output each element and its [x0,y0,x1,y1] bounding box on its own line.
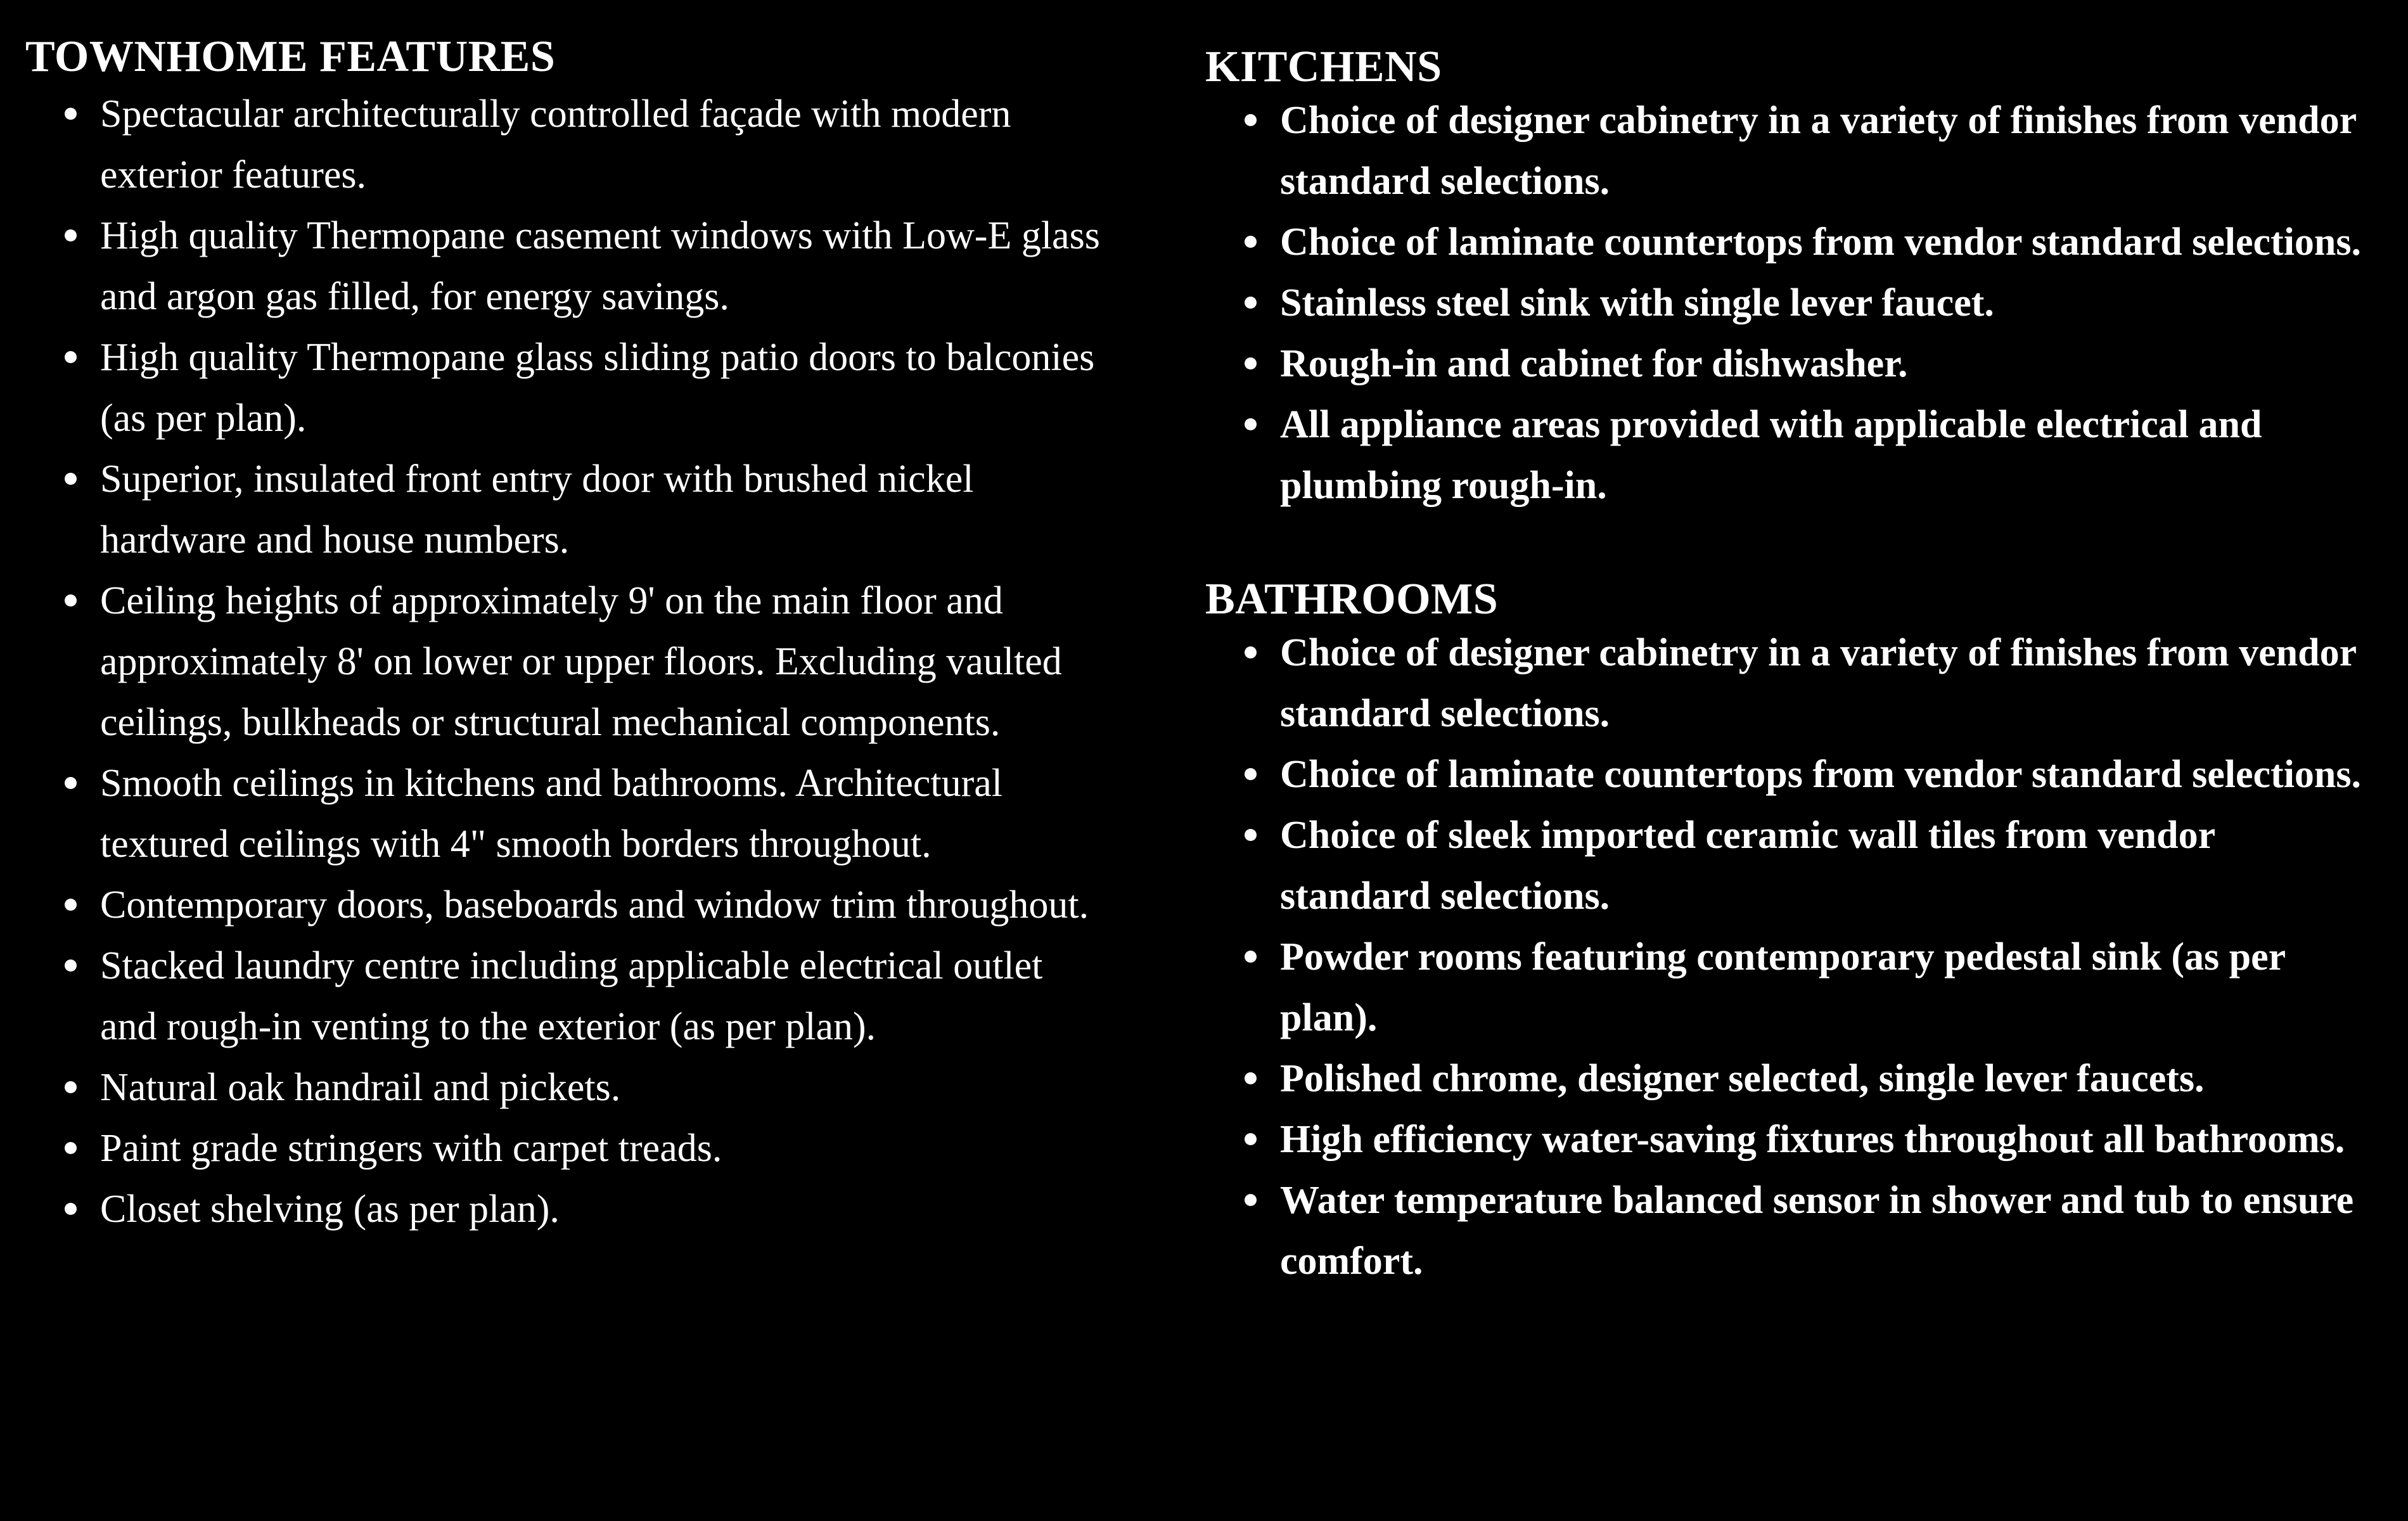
list-item: Choice of laminate countertops from vendor standard selections. [1205,744,2371,805]
list-item: Superior, insulated front entry door with brushed nickel hardware and house numbers. [25,449,1103,570]
list-item: Natural oak handrail and pickets. [25,1057,1103,1118]
townhome-features-list [25,84,1103,1240]
list-item: Rough-in and cabinet for dishwasher. [1205,333,2371,394]
list-item: Choice of designer cabinetry in a variety of finishes from vendor standard selections. [1205,90,2371,212]
list-item: Spectacular architecturally controlled façade with modern exterior features. [25,84,1103,205]
list-item: Closet shelving (as per plan). [25,1179,1103,1240]
list-item: Powder rooms featuring contemporary pedestal sink (as per plan). [1205,927,2371,1048]
list-item: High efficiency water-saving fixtures throughout all bathrooms. [1205,1109,2371,1170]
list-item: High quality Thermopane glass sliding patio doors to balconies (as per plan). [25,327,1103,449]
list-item: Choice of designer cabinetry in a variety of finishes from vendor standard selections. [1205,622,2371,744]
list-item: Stacked laundry centre including applicable electrical outlet and rough-in venting to the exterior (as per plan). [25,935,1103,1057]
list-item: Stainless steel sink with single lever faucet. [1205,273,2371,333]
list-item: Smooth ceilings in kitchens and bathrooms. Architectural textured ceilings with 4" smooth borders throughout. [25,753,1103,875]
bathrooms-list [1205,622,2371,1292]
list-item: Paint grade stringers with carpet treads. [25,1118,1103,1179]
right-column [1205,0,2371,1292]
list-item: Ceiling heights of approximately 9' on the main floor and approximately 8' on lower or upper floors. Excluding vaulted ceilings, bulkheads or structural mechanical components. [25,570,1103,753]
list-item: Polished chrome, designer selected, single lever faucets. [1205,1048,2371,1109]
bathrooms-section [1205,569,2371,1292]
list-item: Water temperature balanced sensor in shower and tub to ensure comfort. [1205,1170,2371,1292]
list-item: Choice of sleek imported ceramic wall tiles from vendor standard selections. [1205,805,2371,927]
kitchens-heading: KITCHENS [1205,42,1442,91]
list-item: All appliance areas provided with applicable electrical and plumbing rough-in. [1205,394,2371,516]
list-item: Choice of laminate countertops from vendor standard selections. [1205,212,2371,273]
bathrooms-heading: BATHROOMS [1205,575,1499,624]
list-item: High quality Thermopane casement windows with Low-E glass and argon gas filled, for energy savings. [25,205,1103,327]
townhome-features-section [25,0,1103,1240]
townhome-features-heading: TOWNHOME FEATURES [25,32,556,81]
kitchens-list [1205,90,2371,516]
kitchens-section [1205,37,2371,516]
list-item: Contemporary doors, baseboards and window trim throughout. [25,875,1103,935]
